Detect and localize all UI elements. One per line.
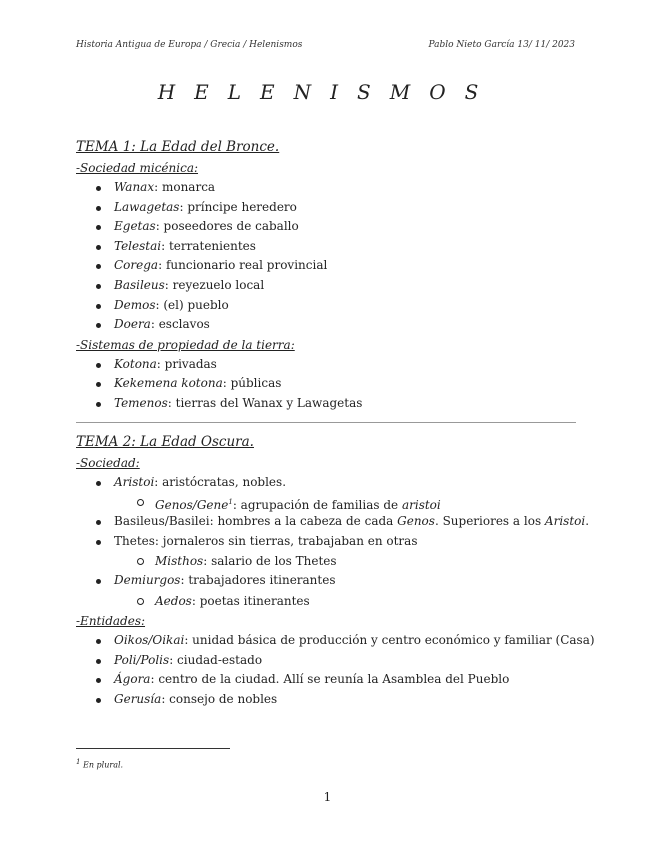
list-item: Demos: (el) pueblo bbox=[76, 296, 576, 316]
header-course: Historia Antigua de Europa / Grecia / Helenismos bbox=[76, 40, 303, 50]
list-sociedad bbox=[76, 473, 576, 493]
list-item: Telestai: terratenientes bbox=[76, 237, 576, 257]
list-item: Kekemena kotona: públicas bbox=[76, 374, 576, 394]
list-item: Aristoi: aristócratas, nobles. bbox=[76, 473, 576, 493]
section-entidades: -Entidades: bbox=[76, 613, 146, 628]
list-item: Aedos: poetas itinerantes bbox=[76, 591, 576, 611]
tema2-heading: TEMA 2: La Edad Oscura. bbox=[76, 433, 254, 450]
list-propiedad-tierra bbox=[76, 355, 576, 414]
page-number: 1 bbox=[323, 790, 332, 804]
list-item: Oikos/Oikai: unidad básica de producción y centro económico y familiar (Casa) bbox=[76, 631, 576, 651]
footnote-separator bbox=[76, 748, 230, 749]
list-item: Kotona: privadas bbox=[76, 355, 576, 375]
list-item: Corega: funcionario real provincial bbox=[76, 256, 576, 276]
list-item: Egetas: poseedores de caballo bbox=[76, 217, 576, 237]
document-title: HELENISMOS bbox=[157, 80, 498, 104]
list-item: Poli/Polis: ciudad-estado bbox=[76, 651, 576, 671]
footnote: $^1$ En plural. bbox=[76, 758, 124, 770]
list-item: Doera: esclavos bbox=[76, 315, 576, 335]
section-propiedad-tierra: -Sistemas de propiedad de la tierra: bbox=[76, 337, 295, 352]
section-sociedad-micenica: -Sociedad micénica: bbox=[76, 161, 199, 175]
list-item: Thetes: jornaleros sin tierras, trabajaban en otras bbox=[76, 532, 576, 552]
page-header bbox=[76, 40, 575, 54]
document-body bbox=[76, 136, 595, 709]
list-sociedad-micenica bbox=[76, 178, 576, 335]
list-item: Genos/Gene$^1$: agrupación de familias de aristoi bbox=[76, 492, 576, 512]
section-divider bbox=[76, 422, 576, 423]
list-item: Misthos: salario de los Thetes bbox=[76, 551, 576, 571]
list-item: Basileus: reyezuelo local bbox=[76, 276, 576, 296]
list-item: Gerusía: consejo de nobles bbox=[76, 690, 576, 710]
list-item: Ágora: centro de la ciudad. Allí se reunía la Asamblea del Pueblo bbox=[76, 670, 576, 690]
header-author-date: Pablo Nieto García 13/ 11/ 2023 bbox=[428, 40, 575, 50]
list-item: Basileus/Basilei: hombres a la cabeza de cada Genos. Superiores a los Aristoi. bbox=[76, 512, 576, 532]
footnote-ref[interactable]: 1 bbox=[228, 498, 233, 507]
sublist-aristoi bbox=[76, 492, 576, 512]
tema1-heading: TEMA 1: La Edad del Bronce. bbox=[76, 139, 280, 155]
list-entidades bbox=[76, 631, 595, 709]
list-item: Demiurgos: trabajadores itinerantes bbox=[76, 571, 576, 591]
section-sociedad: -Sociedad: bbox=[76, 455, 140, 470]
list-item: Wanax: monarca bbox=[76, 178, 576, 198]
list-item: Temenos: tierras del Wanax y Lawagetas bbox=[76, 394, 576, 414]
list-item: Lawagetas: príncipe heredero bbox=[76, 198, 576, 218]
